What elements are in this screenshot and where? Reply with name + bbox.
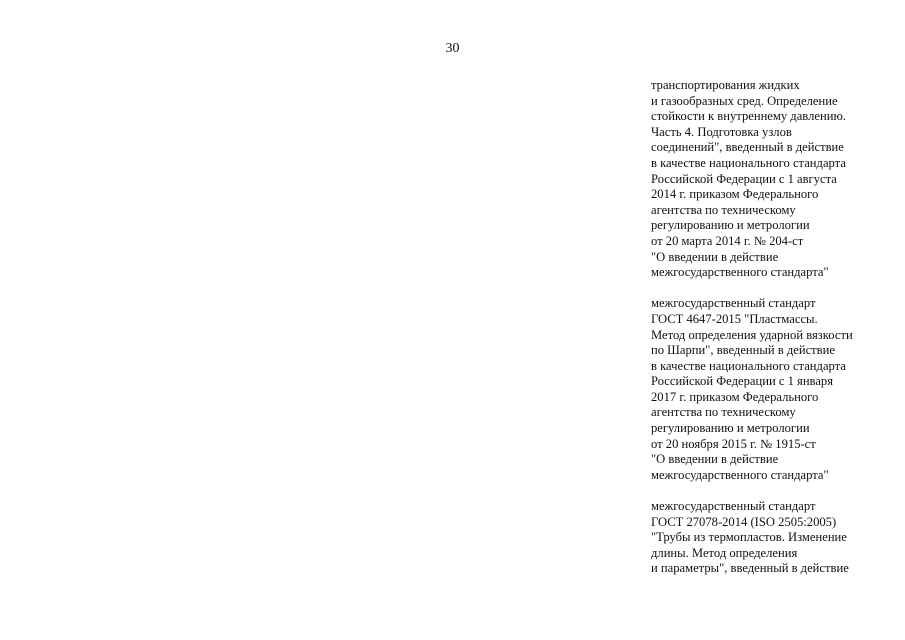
text-line: длины. Метод определения: [651, 545, 798, 560]
text-block: [651, 499, 891, 577]
text-line: Часть 4. Подготовка узлов: [651, 124, 792, 139]
text-line: "О введении в действие: [651, 452, 779, 467]
text-line: межгосударственного стандарта": [651, 265, 829, 280]
right-text-column: [651, 78, 891, 593]
text-line: соединений", введенный в действие: [651, 140, 844, 155]
text-line: от 20 марта 2014 г. № 204-ст: [651, 233, 804, 248]
text-line: в качестве национального стандарта: [651, 155, 846, 170]
text-line: по Шарпи", введенный в действие: [651, 343, 835, 358]
text-line: от 20 ноября 2015 г. № 1915-ст: [651, 436, 816, 451]
text-line: стойкости к внутреннему давлению.: [651, 109, 846, 124]
text-line: в качестве национального стандарта: [651, 358, 846, 373]
text-line: Российской Федерации с 1 января: [651, 374, 834, 389]
text-line: "О введении в действие: [651, 249, 779, 264]
text-block: [651, 296, 891, 483]
text-line: регулированию и метрологии: [651, 218, 810, 233]
text-line: межгосударственный стандарт: [651, 499, 816, 514]
text-line: Метод определения ударной вязкости: [651, 327, 853, 342]
text-line: агентства по техническому: [651, 405, 796, 420]
text-line: транспортирования жидких: [651, 78, 800, 92]
text-line: и газообразных сред. Определение: [651, 93, 838, 108]
text-line: Российской Федерации с 1 августа: [651, 171, 837, 186]
text-line: межгосударственного стандарта": [651, 467, 829, 482]
page-number: 30: [445, 41, 460, 56]
text-line: межгосударственный стандарт: [651, 296, 816, 311]
text-line: "Трубы из термопластов. Изменение: [651, 530, 847, 545]
text-line: регулированию и метрологии: [651, 421, 810, 436]
text-line: 2014 г. приказом Федерального: [651, 187, 819, 202]
text-line: 2017 г. приказом Федерального: [651, 389, 819, 404]
text-block: [651, 78, 891, 281]
text-line: ГОСТ 27078-2014 (ISO 2505:2005): [651, 514, 837, 529]
text-line: агентства по техническому: [651, 202, 796, 217]
text-line: и параметры", введенный в действие: [651, 561, 849, 576]
text-line: ГОСТ 4647-2015 "Пластмассы.: [651, 311, 818, 326]
